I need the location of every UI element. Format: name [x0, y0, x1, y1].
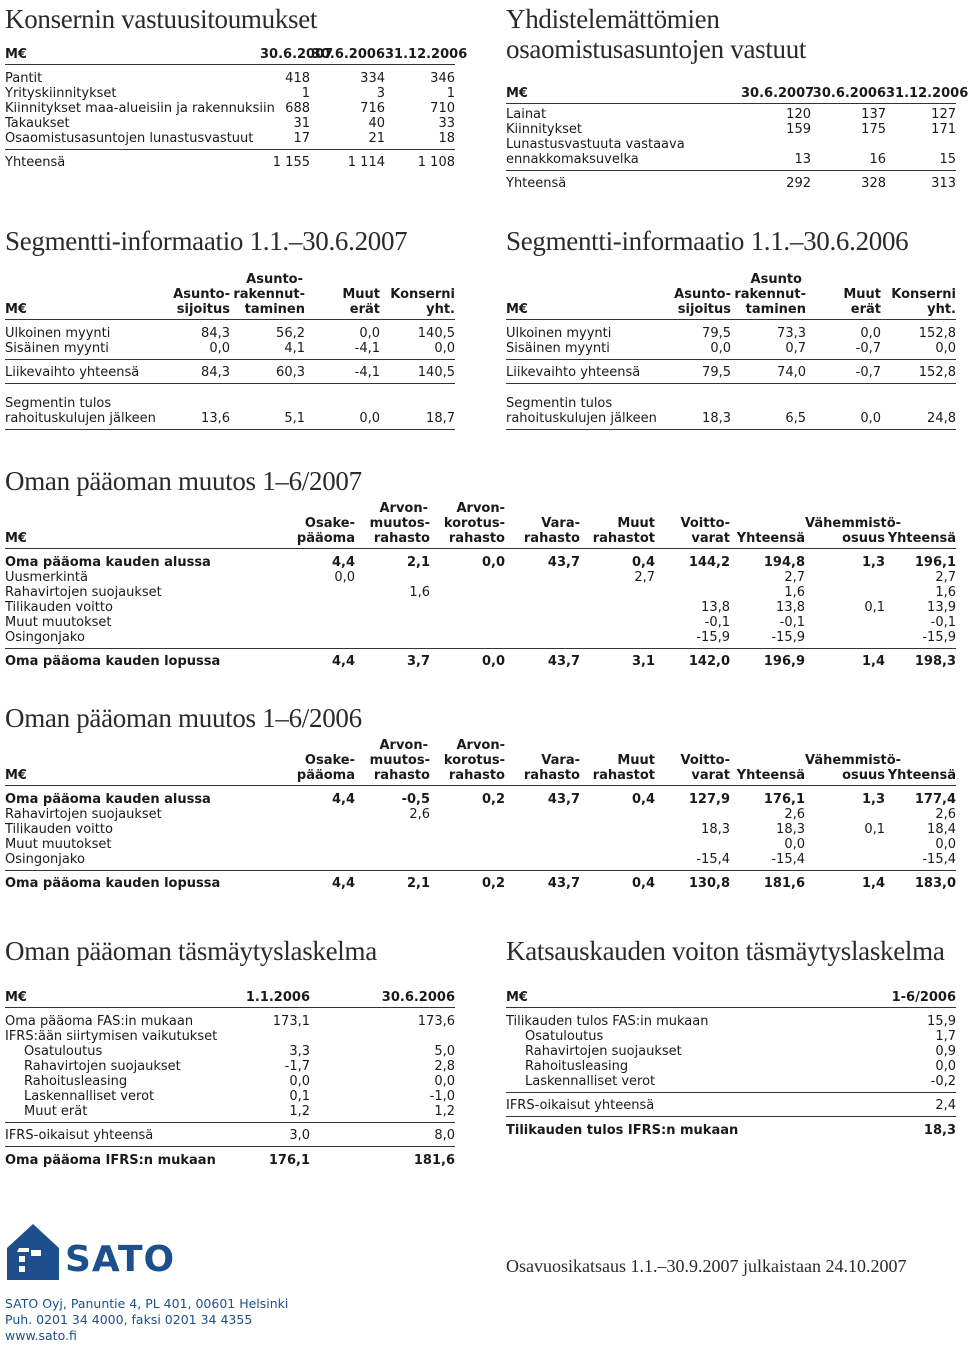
table-row: Uusmerkintä 0,0 2,7 2,7 2,7 — [5, 569, 956, 585]
equity-reconciliation-section — [5, 936, 455, 1168]
table-row: Pantit 418 334 346 — [5, 70, 455, 86]
table-row: Rahoitusleasing 0,0 0,0 — [24, 1073, 455, 1089]
opening-balance-row: Oma pääoma kauden alussa 4,4 2,1 0,0 43,7 0,4 144,2 194,8 1,3 196,1 — [5, 554, 956, 570]
table-row: Kiinnitykset 159 175 171 — [506, 121, 956, 137]
table-row: Ulkoinen myynti 79,5 73,3 0,0 152,8 — [506, 325, 956, 341]
table-row: Muut muutokset -0,1 -0,1 -0,1 — [5, 614, 956, 630]
contact-info — [5, 1296, 288, 1344]
table-row: IFRS:ään siirtymisen vaikutukset — [5, 1028, 218, 1044]
closing-balance-row: Oma pääoma kauden lopussa 4,4 2,1 0,2 43,7 0,4 130,8 181,6 1,4 183,0 — [5, 876, 956, 891]
segment-table-2007: Asunto- Asunto- rakennut- Muut Konserni M€ sijoitus taminen erät yht. Ulkoinen myynti 84,3 56,2 0,0 140,5 Sisäinen myynti 0,0 4,1 -4,1 0,0 Liikevaihto yhteensä 84,3 60,3 -4,1 140,5 Segmentin tulos rahoituskulujen jälkeen 13,6 5,1 0,0 18,7 — [5, 272, 455, 430]
total-row: Liikevaihto yhteensä 79,5 74,0 -0,7 152,8 — [506, 365, 956, 384]
table-header-row: M€ 30.6.2007 30.6.2006 31.12.2006 — [506, 86, 956, 104]
table-row: Kiinnitykset maa-alueisiin ja rakennuksiin 688 716 710 — [5, 100, 455, 116]
table-row: IFRS-oikaisut yhteensä 3,0 8,0 — [5, 1128, 455, 1147]
header-cell: 30.6.2007 — [260, 47, 310, 65]
table-row: Segmentin tulos — [506, 395, 613, 411]
table-row: Osatuloutus 1,7 — [525, 1028, 956, 1044]
section-title: Oman pääoman täsmäytyslaskelma — [5, 936, 377, 966]
table-row: Rahavirtojen suojaukset 0,9 — [525, 1043, 956, 1059]
table-row: Lunastusvastuuta vastaava — [506, 136, 685, 152]
table-header-row: M€ pääoma rahasto rahasto rahasto rahastot varat Yhteensä osuus Yhteensä — [5, 531, 956, 549]
section-title: Segmentti-informaatio 1.1.–30.6.2007 — [5, 226, 408, 256]
table-row: Sisäinen myynti 0,0 4,1 -4,1 0,0 — [5, 341, 455, 360]
company-website[interactable]: www.sato.fi — [5, 1328, 77, 1343]
table-row: Laskennalliset verot 0,1 -1,0 — [24, 1088, 455, 1104]
table-row: Muut erät 1,2 1,2 — [5, 1104, 455, 1123]
table-header-row — [5, 47, 455, 65]
equity-reconciliation-table — [5, 990, 455, 1168]
total-row: Yhteensä 292 328 313 — [506, 176, 956, 191]
table-row: Lainat 120 137 127 — [506, 106, 956, 122]
next-report-notice: Osavuosikatsaus 1.1.–30.9.2007 julkaistaan 24.10.2007 — [506, 1256, 907, 1276]
section-title: Katsauskauden voiton täsmäytyslaskelma — [506, 936, 945, 966]
company-phone: Puh. 0201 34 4000, faksi 0201 34 4355 — [5, 1312, 253, 1327]
total-row: Oma pääoma IFRS:n mukaan 176,1 181,6 — [5, 1152, 455, 1168]
section-title: Segmentti-informaatio 1.1.–30.6.2006 — [506, 226, 909, 256]
unconsolidated-liabilities-section — [506, 4, 968, 191]
equity-changes-table-2006: Arvon- Arvon- Osake- muutos- korotus- Vara- Muut Voitto- Vähemmistö- M€ pääoma rahasto rahasto rahasto rahastot varat Yhteensä osuus Yhteensä Oma pääoma kauden alussa 4,4 -0,5 0,2 43,7 0,4 127,9 176,1 1,3 177,4 Rahavirtojen suojaukset 2,6 2,6 2,6 Tilikauden voitto 18,3 18,3 0,1 18,4 Muut muutokset 0,0 0,0 Osingonjako -15,4 -15,4 -15,4 Oma pääoma kauden lopussa 4,4 2,1 0,2 43,7 0,4 130,8 181,6 1,4 183,0 — [5, 738, 956, 891]
unconsolidated-liabilities-table — [506, 86, 968, 191]
table-header-row: M€ sijoitus taminen erät yht. — [506, 302, 956, 320]
table-row: Tilikauden voitto 18,3 18,3 0,1 18,4 — [5, 821, 956, 837]
section-title-line2: osaomistusasuntojen vastuut — [506, 34, 807, 64]
table-row: Osaomistusasuntojen lunastusvastuut 17 21 18 — [5, 131, 455, 150]
table-row: Rahavirtojen suojaukset -1,7 2,8 — [24, 1058, 455, 1074]
section-title: Oman pääoman muutos 1–6/2007 — [5, 466, 362, 496]
header-cell: 31.12.2006 — [385, 47, 455, 65]
opening-balance-row: Oma pääoma kauden alussa 4,4 -0,5 0,2 43,7 0,4 127,9 176,1 1,3 177,4 — [5, 791, 956, 807]
total-row: Tilikauden tulos IFRS:n mukaan 18,3 — [506, 1122, 956, 1138]
segment-table-2006: Asunto Asunto- rakennut- Muut Konserni M€ sijoitus taminen erät yht. Ulkoinen myynti 79,5 73,3 0,0 152,8 Sisäinen myynti 0,0 0,7 -0,7 0,0 Liikevaihto yhteensä 79,5 74,0 -0,7 152,8 Segmentin tulos rahoituskulujen jälkeen 18,3 6,5 0,0 24,8 — [506, 272, 956, 430]
table-row: Oma pääoma FAS:in mukaan 173,1 173,6 — [5, 1013, 455, 1029]
contingent-liabilities-section — [5, 4, 468, 170]
header-cell: 30.6.2006 — [310, 47, 385, 65]
contingent-liabilities-table — [5, 47, 468, 170]
table-row: Takaukset 31 40 33 — [5, 115, 455, 131]
table-header-row: M€ 1.1.2006 30.6.2006 — [5, 990, 455, 1008]
section-title: Konsernin vastuusitoumukset — [5, 4, 318, 34]
table-row: Laskennalliset verot -0,2 — [506, 1074, 956, 1093]
total-row: Liikevaihto yhteensä 84,3 60,3 -4,1 140,5 — [5, 365, 455, 384]
company-address: SATO Oyj, Panuntie 4, PL 401, 00601 Helsinki — [5, 1296, 289, 1311]
equity-changes-2007-section — [5, 466, 956, 669]
total-row: Yhteensä 1 155 1 114 1 108 — [5, 155, 455, 170]
table-header-row: M€ sijoitus taminen erät yht. — [5, 302, 455, 320]
table-row: Osingonjako -15,4 -15,4 -15,4 — [5, 852, 956, 871]
table-row: IFRS-oikaisut yhteensä 2,4 — [506, 1098, 956, 1117]
table-row: Rahavirtojen suojaukset 2,6 2,6 2,6 — [5, 806, 956, 822]
table-row: Sisäinen myynti 0,0 0,7 -0,7 0,0 — [506, 341, 956, 360]
equity-changes-table-2007: Arvon- Arvon- Osake- muutos- korotus- Vara- Muut Voitto- Vähemmistö- M€ pääoma rahasto rahasto rahasto rahastot varat Yhteensä osuus Yhteensä Oma pääoma kauden alussa 4,4 2,1 0,0 43,7 0,4 144,2 194,8 1,3 196,1 Uusmerkintä 0,0 2,7 2,7 2,7 Rahavirtojen suojaukset 1,6 1,6 1,6 Tilikauden voitto 13,8 13,8 0,1 13,9 Muut muutokset -0,1 -0,1 -0,1 Osingonjako -15,9 -15,9 -15,9 Oma pääoma kauden lopussa 4,4 3,7 0,0 43,7 3,1 142,0 196,9 1,4 198,3 — [5, 501, 956, 669]
profit-reconciliation-table — [506, 990, 956, 1138]
segment-info-2006-section — [506, 226, 956, 430]
table-row: Osingonjako -15,9 -15,9 -15,9 — [5, 630, 956, 649]
table-row: Ulkoinen myynti 84,3 56,2 0,0 140,5 — [5, 325, 455, 341]
section-title: Oman pääoman muutos 1–6/2006 — [5, 703, 362, 733]
segment-info-2007-section — [5, 226, 455, 430]
table-row: Rahoitusleasing 0,0 — [525, 1058, 956, 1074]
table-row: Osatuloutus 3,3 5,0 — [24, 1043, 455, 1059]
logo-wordmark: SATO — [65, 1239, 176, 1280]
table-row: Tilikauden voitto 13,8 13,8 0,1 13,9 — [5, 599, 956, 615]
section-title-line1: Yhdistelemättömien — [506, 4, 720, 34]
table-row: Segmentin tulos — [5, 395, 112, 411]
table-row: Yrityskiinnitykset 1 3 1 — [5, 85, 455, 101]
equity-changes-2006-section — [5, 703, 956, 891]
table-header-row: M€ pääoma rahasto rahasto rahasto rahastot varat Yhteensä osuus Yhteensä — [5, 768, 956, 786]
header-cell: M€ — [5, 47, 260, 65]
table-row: Muut muutokset 0,0 0,0 — [5, 836, 956, 852]
table-header-row: M€ 1-6/2006 — [506, 990, 956, 1008]
result-row: rahoituskulujen jälkeen 13,6 5,1 0,0 18,7 — [5, 411, 455, 430]
sato-logo — [5, 1222, 176, 1284]
profit-reconciliation-section — [506, 936, 956, 1138]
result-row: rahoituskulujen jälkeen 18,3 6,5 0,0 24,8 — [506, 411, 956, 430]
closing-balance-row: Oma pääoma kauden lopussa 4,4 3,7 0,0 43,7 3,1 142,0 196,9 1,4 198,3 — [5, 654, 956, 669]
table-row: ennakkomaksuvelka 13 16 15 — [506, 152, 956, 171]
table-row: Rahavirtojen suojaukset 1,6 1,6 1,6 — [5, 584, 956, 600]
table-row: Tilikauden tulos FAS:in mukaan 15,9 — [506, 1013, 956, 1029]
